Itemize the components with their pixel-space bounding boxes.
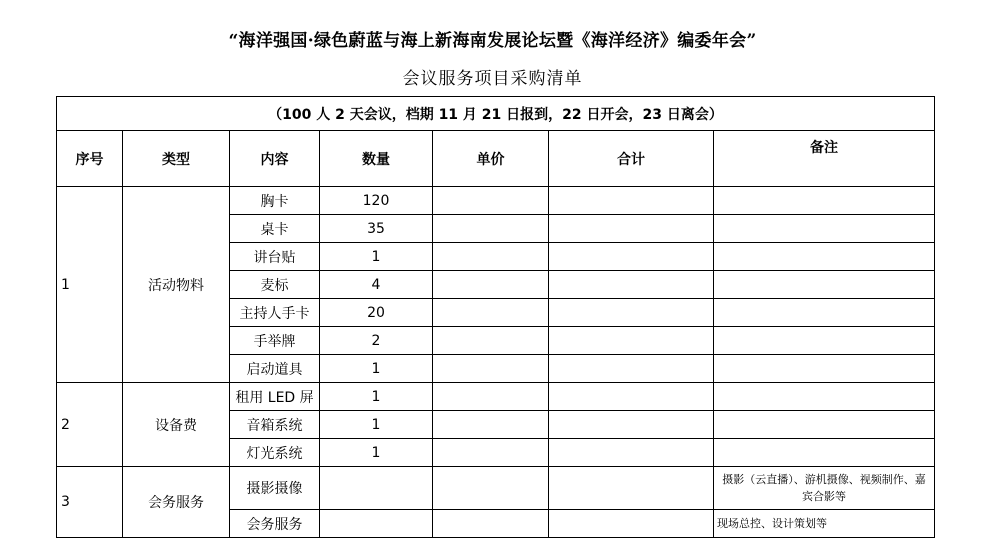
item-qty: [320, 510, 433, 538]
item-price: [433, 467, 549, 510]
item-qty: 2: [320, 327, 433, 355]
item-total: [549, 271, 714, 299]
item-price: [433, 355, 549, 383]
item-note: [714, 215, 935, 243]
group-type: 会务服务: [123, 467, 230, 538]
table-row: [57, 383, 935, 411]
item-content: 摄影摄像: [230, 467, 320, 510]
item-content: 启动道具: [230, 355, 320, 383]
item-price: [433, 411, 549, 439]
item-qty: 4: [320, 271, 433, 299]
item-price: [433, 439, 549, 467]
item-content: 胸卡: [230, 187, 320, 215]
item-content: 麦标: [230, 271, 320, 299]
header-total: 合计: [549, 131, 714, 187]
item-price: [433, 187, 549, 215]
header-qty: 数量: [320, 131, 433, 187]
header-price: 单价: [433, 131, 549, 187]
item-content: 主持人手卡: [230, 299, 320, 327]
header-seq: 序号: [57, 131, 123, 187]
item-note: 摄影（云直播）、游机摄像、视频制作、嘉宾合影等: [714, 467, 935, 510]
item-total: [549, 467, 714, 510]
table-row: [57, 187, 935, 215]
item-qty: 1: [320, 439, 433, 467]
header-content: 内容: [230, 131, 320, 187]
item-note: [714, 271, 935, 299]
item-price: [433, 271, 549, 299]
group-seq: 1: [57, 187, 123, 383]
item-total: [549, 299, 714, 327]
item-total: [549, 215, 714, 243]
group-type: 设备费: [123, 383, 230, 467]
group-seq: 2: [57, 383, 123, 467]
table-row: [57, 467, 935, 510]
item-total: [549, 383, 714, 411]
item-note: [714, 187, 935, 215]
item-qty: 1: [320, 383, 433, 411]
item-qty: 35: [320, 215, 433, 243]
item-qty: 1: [320, 243, 433, 271]
item-price: [433, 299, 549, 327]
item-note: [714, 243, 935, 271]
item-total: [549, 355, 714, 383]
group-type: 活动物料: [123, 187, 230, 383]
item-content: 讲台贴: [230, 243, 320, 271]
header-note: 备注: [714, 131, 935, 187]
item-total: [549, 243, 714, 271]
item-note: [714, 383, 935, 411]
item-qty: 20: [320, 299, 433, 327]
item-qty: 1: [320, 355, 433, 383]
item-content: 会务服务: [230, 510, 320, 538]
meeting-info-banner: （100 人 2 天会议，档期 11 月 21 日报到，22 日开会，23 日离会）: [57, 97, 935, 131]
item-total: [549, 187, 714, 215]
item-note: [714, 327, 935, 355]
item-qty: 120: [320, 187, 433, 215]
item-note: [714, 355, 935, 383]
item-price: [433, 510, 549, 538]
document-title: “海洋强国·绿色蔚蓝与海上新海南发展论坛暨《海洋经济》编委年会”: [228, 31, 757, 51]
group-seq: 3: [57, 467, 123, 538]
item-note: [714, 411, 935, 439]
item-price: [433, 215, 549, 243]
header-row: [57, 131, 935, 187]
item-total: [549, 439, 714, 467]
item-content: 手举牌: [230, 327, 320, 355]
item-content: 音箱系统: [230, 411, 320, 439]
item-content: 桌卡: [230, 215, 320, 243]
header-type: 类型: [123, 131, 230, 187]
item-price: [433, 383, 549, 411]
item-qty: 1: [320, 411, 433, 439]
procurement-table: [56, 96, 935, 538]
item-content: 租用 LED 屏: [230, 383, 320, 411]
item-price: [433, 327, 549, 355]
item-price: [433, 243, 549, 271]
item-qty: [320, 467, 433, 510]
item-note: [714, 299, 935, 327]
item-content: 灯光系统: [230, 439, 320, 467]
item-total: [549, 510, 714, 538]
item-total: [549, 327, 714, 355]
item-note: 现场总控、设计策划等: [714, 510, 935, 538]
document-subtitle: 会议服务项目采购清单: [402, 69, 583, 89]
item-note: [714, 439, 935, 467]
item-total: [549, 411, 714, 439]
